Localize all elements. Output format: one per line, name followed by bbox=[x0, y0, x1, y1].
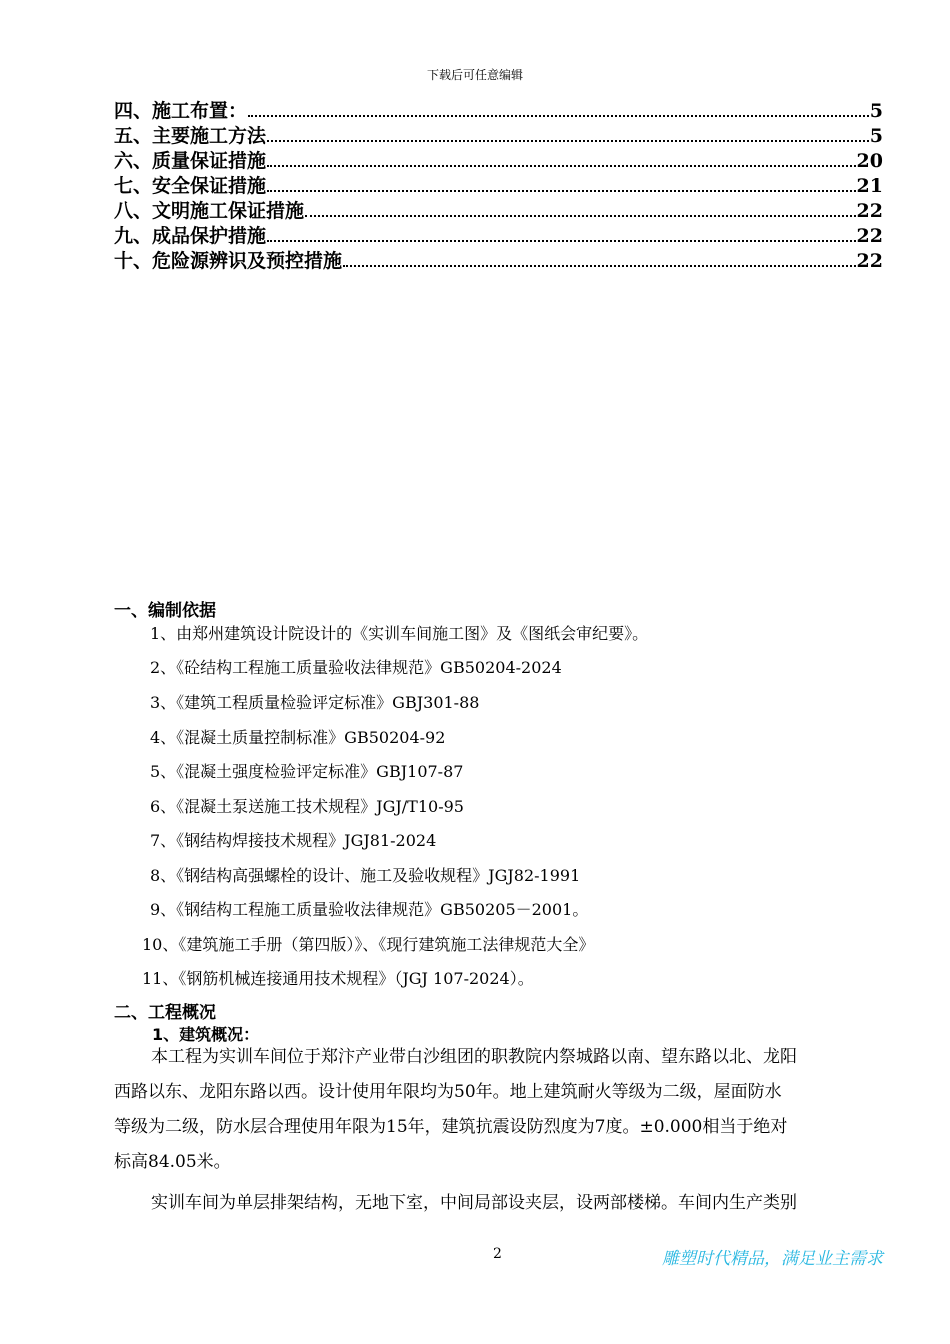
reference-item: 5、《混凝土强度检验评定标准》GBJ107-87 bbox=[150, 762, 464, 781]
toc-entry-8[interactable] bbox=[114, 196, 883, 221]
paragraph-overview bbox=[114, 1040, 883, 1180]
toc-entry-title: 十、危险源辨识及预控措施 bbox=[114, 250, 343, 272]
toc-entry-page: 22 bbox=[856, 250, 883, 272]
toc-entry-10[interactable] bbox=[114, 246, 883, 271]
footer-slogan: 雕塑时代精品，满足业主需求 bbox=[662, 1249, 883, 1269]
paragraph-line: 标高84.05米。 bbox=[114, 1152, 231, 1172]
toc-leader-dots bbox=[267, 173, 856, 192]
reference-item: 3、《建筑工程质量检验评定标准》GBJ301-88 bbox=[150, 693, 480, 712]
table-of-contents bbox=[114, 96, 883, 271]
reference-item: 4、《混凝土质量控制标准》GB50204-92 bbox=[150, 728, 446, 747]
toc-entry-page: 22 bbox=[856, 200, 883, 222]
toc-leader-dots bbox=[305, 198, 856, 217]
reference-item: 10、《建筑施工手册（第四版）》、《现行建筑施工法律规范大全》 bbox=[142, 935, 595, 954]
toc-entry-5[interactable] bbox=[114, 121, 883, 146]
toc-entry-title: 七、安全保证措施 bbox=[114, 175, 267, 197]
paragraph-line: 实训车间为单层排架结构，无地下室，中间局部设夹层，设两部楼梯。车间内生产类别 bbox=[151, 1193, 797, 1213]
sub-heading-architecture: 1、建筑概况： bbox=[152, 1025, 260, 1044]
toc-entry-page: 20 bbox=[856, 150, 883, 172]
toc-entry-page: 5 bbox=[869, 125, 883, 147]
toc-entry-page: 21 bbox=[856, 175, 883, 197]
paragraph-structure bbox=[114, 1186, 883, 1221]
toc-leader-dots bbox=[267, 148, 856, 167]
paragraph-line: 等级为二级，防水层合理使用年限为15年，建筑抗震设防烈度为7度。±0.000相当于绝对 bbox=[114, 1117, 788, 1137]
toc-entry-page: 22 bbox=[856, 225, 883, 247]
toc-entry-title: 五、主要施工方法 bbox=[114, 125, 267, 147]
toc-entry-title: 九、成品保护措施 bbox=[114, 225, 267, 247]
page-header: 下载后可任意编辑 bbox=[426, 68, 523, 82]
toc-entry-title: 六、质量保证措施 bbox=[114, 150, 267, 172]
reference-item: 8、《钢结构高强螺栓的设计、施工及验收规程》JGJ82-1991 bbox=[150, 866, 581, 885]
reference-item: 2、《砼结构工程施工质量验收法律规范》GB50204-2024 bbox=[150, 658, 562, 677]
toc-entry-title: 四、施工布置： bbox=[114, 100, 248, 122]
toc-leader-dots bbox=[267, 223, 856, 242]
reference-item: 11、《钢筋机械连接通用技术规程》（JGJ 107-2024）。 bbox=[142, 969, 534, 988]
reference-item: 6、《混凝土泵送施工技术规程》JGJ/T10-95 bbox=[150, 797, 464, 816]
toc-entry-title: 八、文明施工保证措施 bbox=[114, 200, 305, 222]
paragraph-line: 西路以东、龙阳东路以西。设计使用年限均为50年。地上建筑耐火等级为二级，屋面防水 bbox=[114, 1082, 782, 1102]
toc-entry-9[interactable] bbox=[114, 221, 883, 246]
paragraph-line: 本工程为实训车间位于郑汴产业带白沙组团的职教院内祭城路以南、望东路以北、龙阳 bbox=[151, 1047, 797, 1067]
page-number: 2 bbox=[493, 1246, 502, 1262]
toc-entry-4[interactable] bbox=[114, 96, 883, 121]
section-heading-basis: 一、编制依据 bbox=[114, 601, 216, 621]
reference-item: 9、《钢结构工程施工质量验收法律规范》GB50205－2001。 bbox=[150, 900, 589, 919]
toc-leader-dots bbox=[248, 98, 869, 117]
toc-leader-dots bbox=[343, 248, 856, 267]
toc-entry-7[interactable] bbox=[114, 171, 883, 196]
toc-leader-dots bbox=[267, 123, 869, 142]
reference-item: 7、《钢结构焊接技术规程》JGJ81-2024 bbox=[150, 831, 437, 850]
section-heading-overview: 二、工程概况 bbox=[114, 1003, 216, 1023]
toc-entry-page: 5 bbox=[869, 100, 883, 122]
toc-entry-6[interactable] bbox=[114, 146, 883, 171]
reference-item: 1、由郑州建筑设计院设计的《实训车间施工图》及《图纸会审纪要》。 bbox=[150, 624, 649, 643]
